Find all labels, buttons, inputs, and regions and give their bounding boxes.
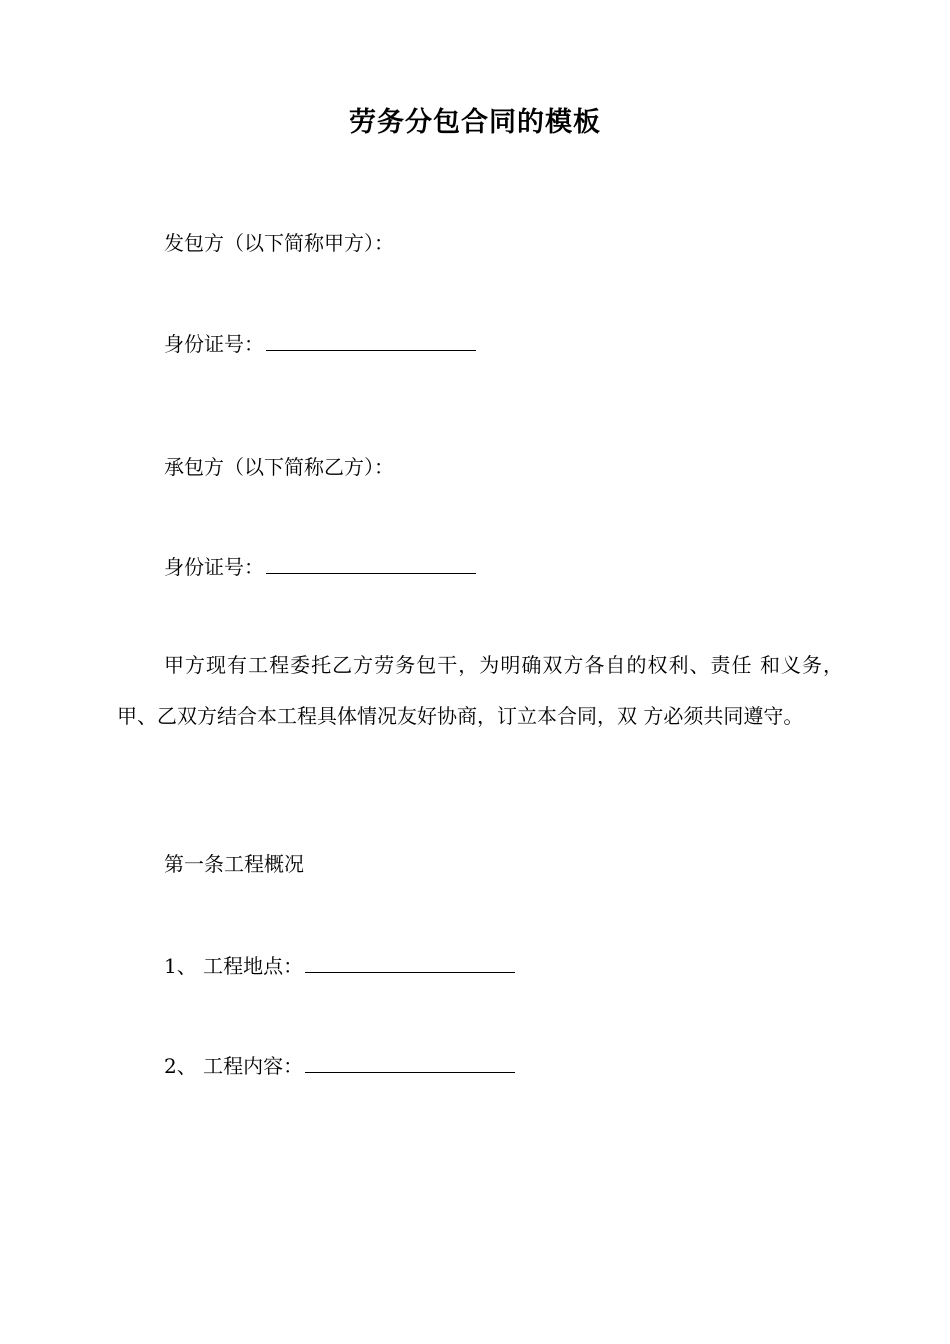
party-b-id-line: [164, 553, 476, 581]
party-a-id-line: [164, 330, 476, 358]
party-b-label: 承包方（以下简称乙方）：: [164, 455, 394, 479]
party-b-line: [164, 453, 394, 481]
party-b-id-label: 身份证号：: [164, 555, 264, 579]
document-title: 劳务分包合同的模板: [349, 107, 601, 138]
item-2-blank: [305, 1054, 515, 1073]
party-a-id-label: 身份证号：: [164, 332, 264, 356]
party-b-id-blank: [266, 555, 476, 574]
intro-paragraph: 甲方现有工程委托乙方劳务包干，为明确双方各自的权利、责任 和义务，甲、乙双方结合本工程具体情况友好协商，订立本合同，双 方必须共同遵守。: [117, 653, 843, 728]
item-1-blank: [305, 954, 515, 973]
party-a-line: [164, 229, 394, 257]
item-2-line: [164, 1052, 515, 1080]
party-a-id-blank: [266, 332, 476, 351]
party-a-label: 发包方（以下简称甲方）：: [164, 231, 394, 255]
item-1-line: [164, 952, 515, 980]
item-2-label: 2、 工程内容：: [164, 1054, 304, 1078]
article-1-heading: 第一条工程概况: [164, 852, 304, 876]
item-1-label: 1、 工程地点：: [164, 954, 304, 978]
